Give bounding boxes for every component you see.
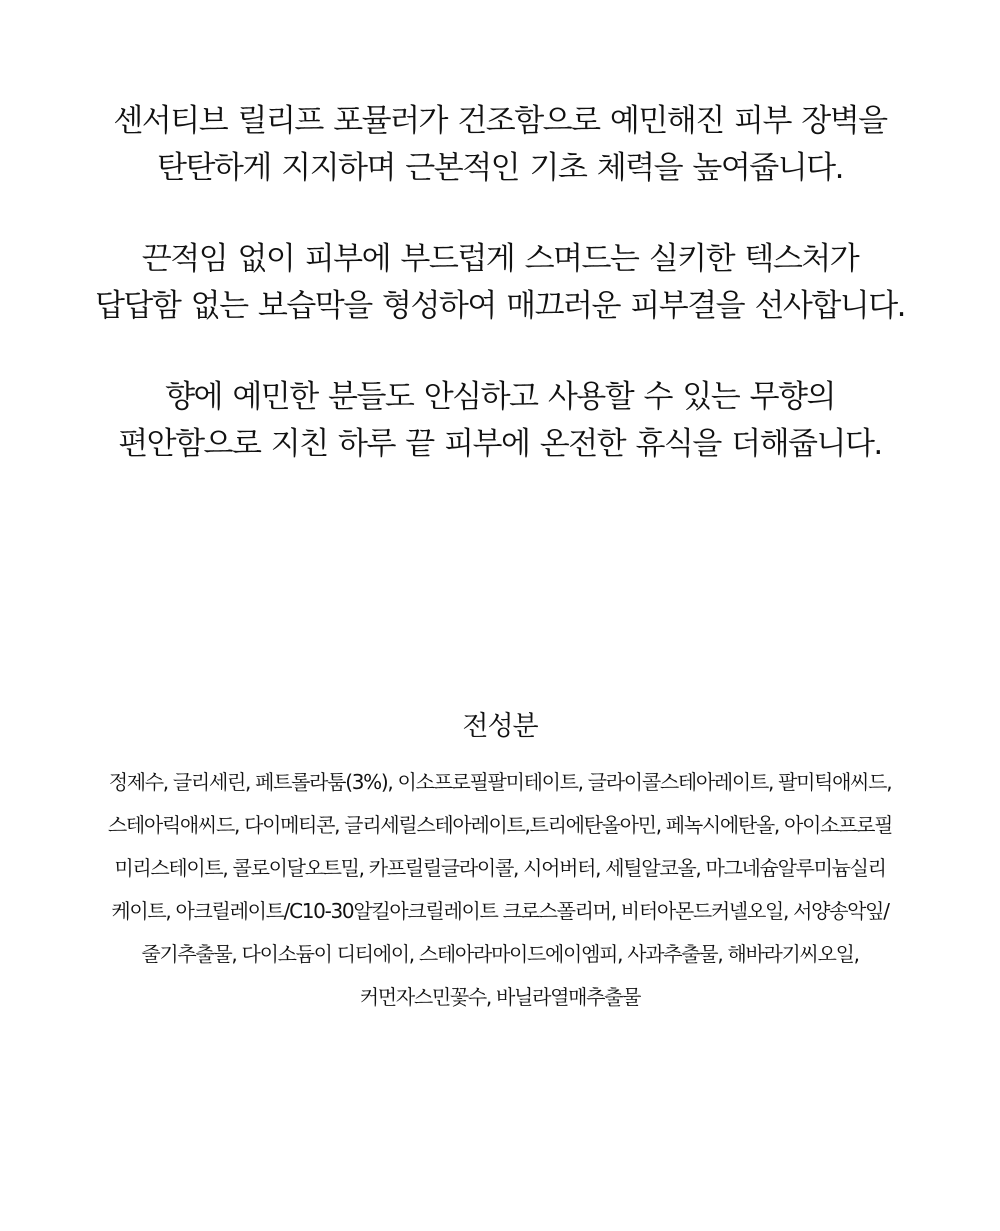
description-line: 끈적임 없이 피부에 부드럽게 스며드는 실키한 텍스처가	[141, 241, 859, 277]
ingredients-line: 줄기추출물, 다이소듐이 디티에이, 스테아라마이드에이엠피, 사과추출물, 해바라기씨오일,	[141, 942, 859, 966]
ingredients-section	[0, 707, 1000, 1019]
product-description	[0, 98, 1000, 512]
description-line: 향에 예민한 분들도 안심하고 사용할 수 있는 무향의	[165, 379, 835, 415]
description-paragraph-3	[0, 374, 1000, 468]
description-line: 답답함 없는 보습막을 형성하여 매끄러운 피부결을 선사합니다.	[94, 288, 906, 324]
ingredients-line: 정제수, 글리세린, 페트롤라툼(3%), 이소프로필팔미테이트, 글라이콜스테아레이트, 팔미틱애씨드,	[108, 770, 892, 794]
description-line: 편안함으로 지친 하루 끝 피부에 온전한 휴식을 더해줍니다.	[118, 426, 882, 462]
description-paragraph-2	[0, 236, 1000, 330]
ingredients-list	[0, 761, 1000, 1019]
ingredients-line: 미리스테이트, 콜로이달오트밀, 카프릴릴글라이콜, 시어버터, 세틸알코올, 마그네슘알루미늄실리	[114, 856, 886, 880]
description-line: 센서티브 릴리프 포뮬러가 건조함으로 예민해진 피부 장벽을	[113, 103, 887, 139]
ingredients-line: 케이트, 아크릴레이트/C10-30알킬아크릴레이트 크로스폴리머, 비터아몬드커넬오일, 서양송악잎/	[111, 899, 889, 923]
description-line: 탄탄하게 지지하며 근본적인 기초 체력을 높여줍니다.	[157, 150, 843, 186]
description-paragraph-1	[0, 98, 1000, 192]
ingredients-line: 커먼자스민꽃수, 바닐라열매추출물	[359, 985, 641, 1009]
ingredients-title: 전성분	[462, 711, 538, 742]
ingredients-line: 스테아릭애씨드, 다이메티콘, 글리세릴스테아레이트,트리에탄올아민, 페녹시에탄올, 아이소프로필	[107, 813, 893, 837]
